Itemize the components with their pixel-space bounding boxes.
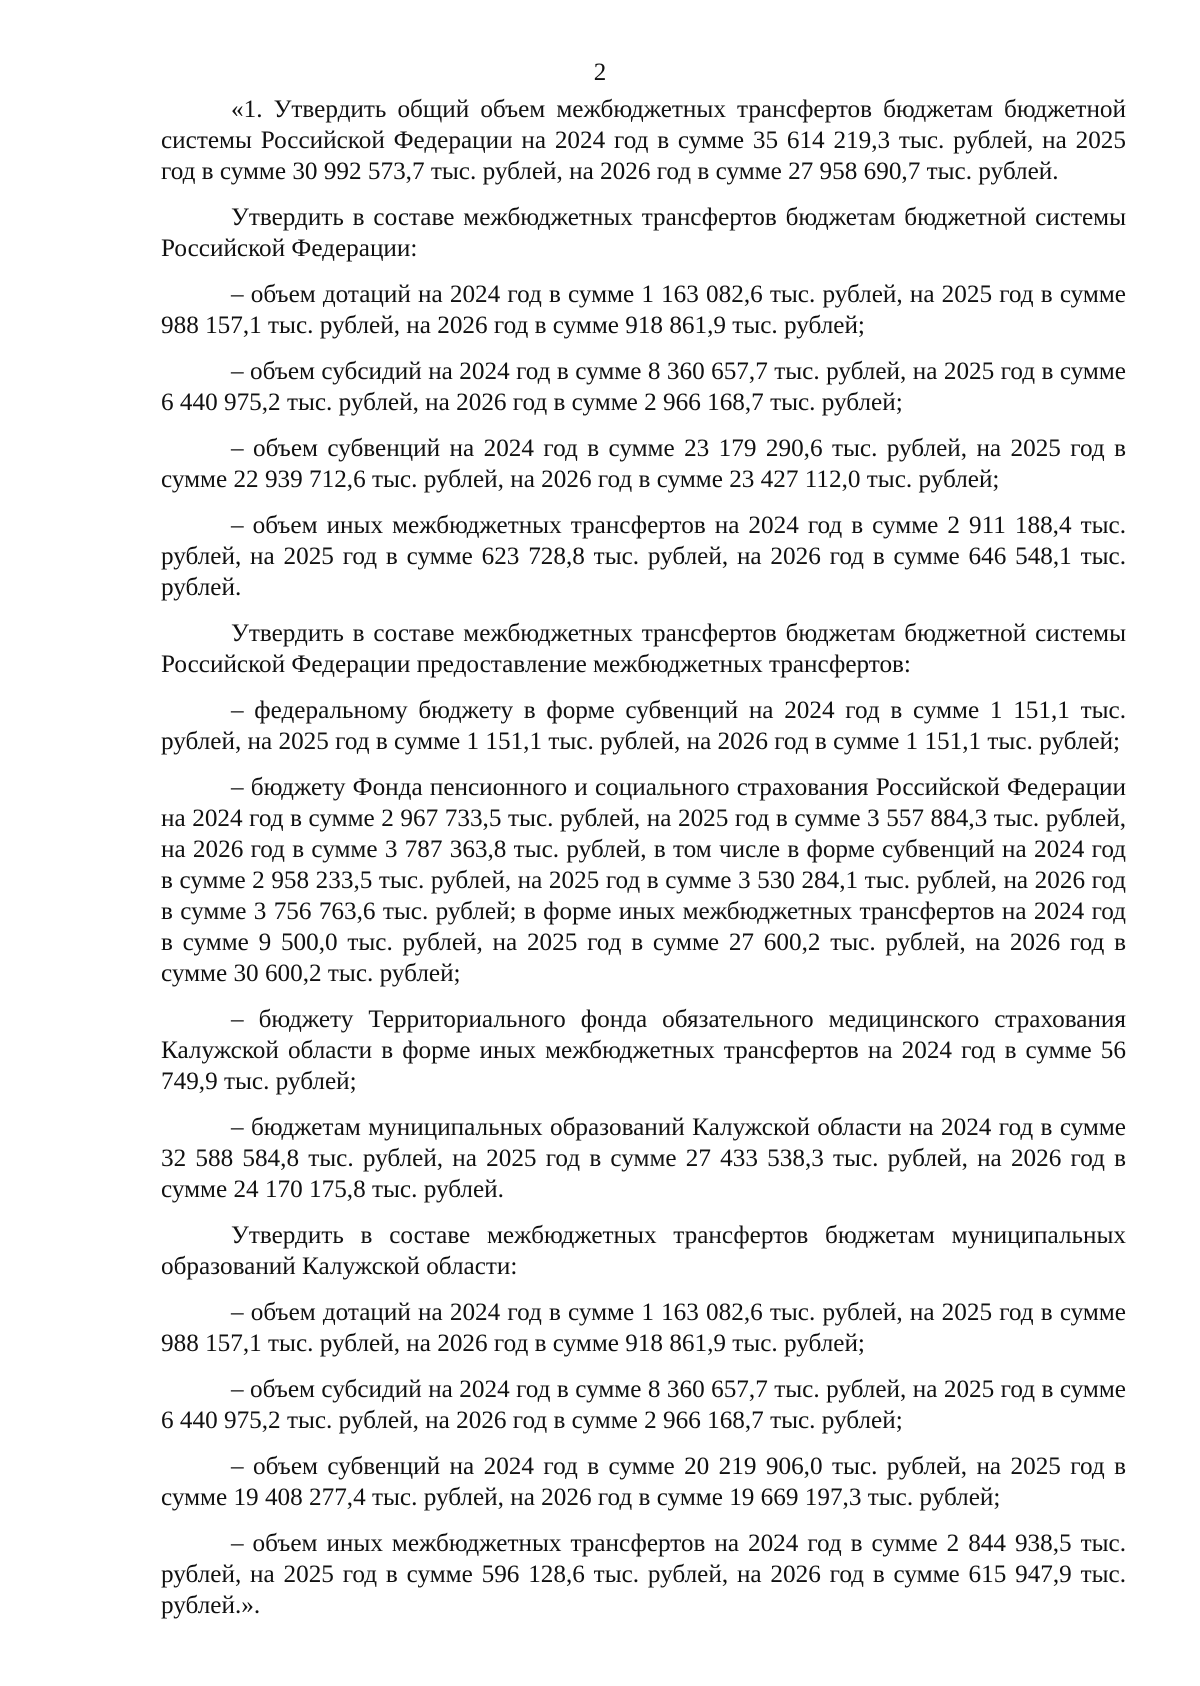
list-item-municipal-subventions: – объем субвенций на 2024 год в сумме 20 219 906,0 тыс. рублей, на 2025 год в сумме 19 408 277,4 тыс. рублей, на 2026 год в сумме 19 669 197,3 тыс. рублей; <box>161 1453 1126 1511</box>
list-item-municipal-subsidies: – объем субсидий на 2024 год в сумме 8 360 657,7 тыс. рублей, на 2025 год в сумме 6 440 975,2 тыс. рублей, на 2026 год в сумме 2 966 168,7 тыс. рублей; <box>161 1376 1126 1434</box>
list-item-dotations: – объем дотаций на 2024 год в сумме 1 163 082,6 тыс. рублей, на 2025 год в сумме 988 157,1 тыс. рублей, на 2026 год в сумме 918 861,9 тыс. рублей; <box>161 281 1126 339</box>
page-number: 2 <box>593 59 607 86</box>
list-item-subsidies: – объем субсидий на 2024 год в сумме 8 360 657,7 тыс. рублей, на 2025 год в сумме 6 440 975,2 тыс. рублей, на 2026 год в сумме 2 966 168,7 тыс. рублей; <box>161 358 1126 416</box>
paragraph-approve-municipal-transfers: Утвердить в составе межбюджетных трансфертов бюджетам муниципальных образований Калужской области: <box>161 1222 1126 1280</box>
list-item-medical-insurance-fund: – бюджету Территориального фонда обязательного медицинского страхования Калужской области в форме иных межбюджетных трансфертов на 2024 год в сумме 56 749,9 тыс. рублей; <box>161 1006 1126 1095</box>
paragraph-approve-transfers-provision: Утвердить в составе межбюджетных трансфертов бюджетам бюджетной системы Российской Федерации предоставление межбюджетных трансфертов: <box>161 620 1126 678</box>
list-item-municipal-dotations: – объем дотаций на 2024 год в сумме 1 163 082,6 тыс. рублей, на 2025 год в сумме 988 157,1 тыс. рублей, на 2026 год в сумме 918 861,9 тыс. рублей; <box>161 1299 1126 1357</box>
list-item-federal-budget: – федеральному бюджету в форме субвенций на 2024 год в сумме 1 151,1 тыс. рублей, на 2025 год в сумме 1 151,1 тыс. рублей, на 2026 год в сумме 1 151,1 тыс. рублей; <box>161 697 1126 755</box>
list-item-municipal-budgets: – бюджетам муниципальных образований Калужской области на 2024 год в сумме 32 588 584,8 тыс. рублей, на 2025 год в сумме 27 433 538,3 тыс. рублей, на 2026 год в сумме 24 170 175,8 тыс. рублей. <box>161 1114 1126 1203</box>
paragraph-approve-transfers-budget-system: Утвердить в составе межбюджетных трансфертов бюджетам бюджетной системы Российской Федерации: <box>161 204 1126 262</box>
list-item-municipal-other-transfers: – объем иных межбюджетных трансфертов на 2024 год в сумме 2 844 938,5 тыс. рублей, на 2025 год в сумме 596 128,6 тыс. рублей, на 2026 год в сумме 615 947,9 тыс. рублей.». <box>161 1530 1126 1619</box>
list-item-subventions: – объем субвенций на 2024 год в сумме 23 179 290,6 тыс. рублей, на 2025 год в сумме 22 939 712,6 тыс. рублей, на 2026 год в сумме 23 427 112,0 тыс. рублей; <box>161 435 1126 493</box>
list-item-pension-fund: – бюджету Фонда пенсионного и социального страхования Российской Федерации на 2024 год в сумме 2 967 733,5 тыс. рублей, на 2025 год в сумме 3 557 884,3 тыс. рублей, на 2026 год в сумме 3 787 363,8 тыс. рублей, в том числе в форме субвенций на 2024 год в сумме 2 958 233,5 тыс. рублей, на 2025 год в сумме 3 530 284,1 тыс. рублей, на 2026 год в сумме 3 756 763,6 тыс. рублей; в форме иных межбюджетных трансфертов на 2024 год в сумме 9 500,0 тыс. рублей, на 2025 год в сумме 27 600,2 тыс. рублей, на 2026 год в сумме 30 600,2 тыс. рублей; <box>161 774 1126 987</box>
paragraph-total-transfers: «1. Утвердить общий объем межбюджетных трансфертов бюджетам бюджетной системы Российской Федерации на 2024 год в сумме 35 614 219,3 тыс. рублей, на 2025 год в сумме 30 992 573,7 тыс. рублей, на 2026 год в сумме 27 958 690,7 тыс. рублей. <box>161 96 1126 185</box>
list-item-other-transfers: – объем иных межбюджетных трансфертов на 2024 год в сумме 2 911 188,4 тыс. рублей, на 2025 год в сумме 623 728,8 тыс. рублей, на 2026 год в сумме 646 548,1 тыс. рублей. <box>161 512 1126 601</box>
document-body <box>161 94 1126 1621</box>
